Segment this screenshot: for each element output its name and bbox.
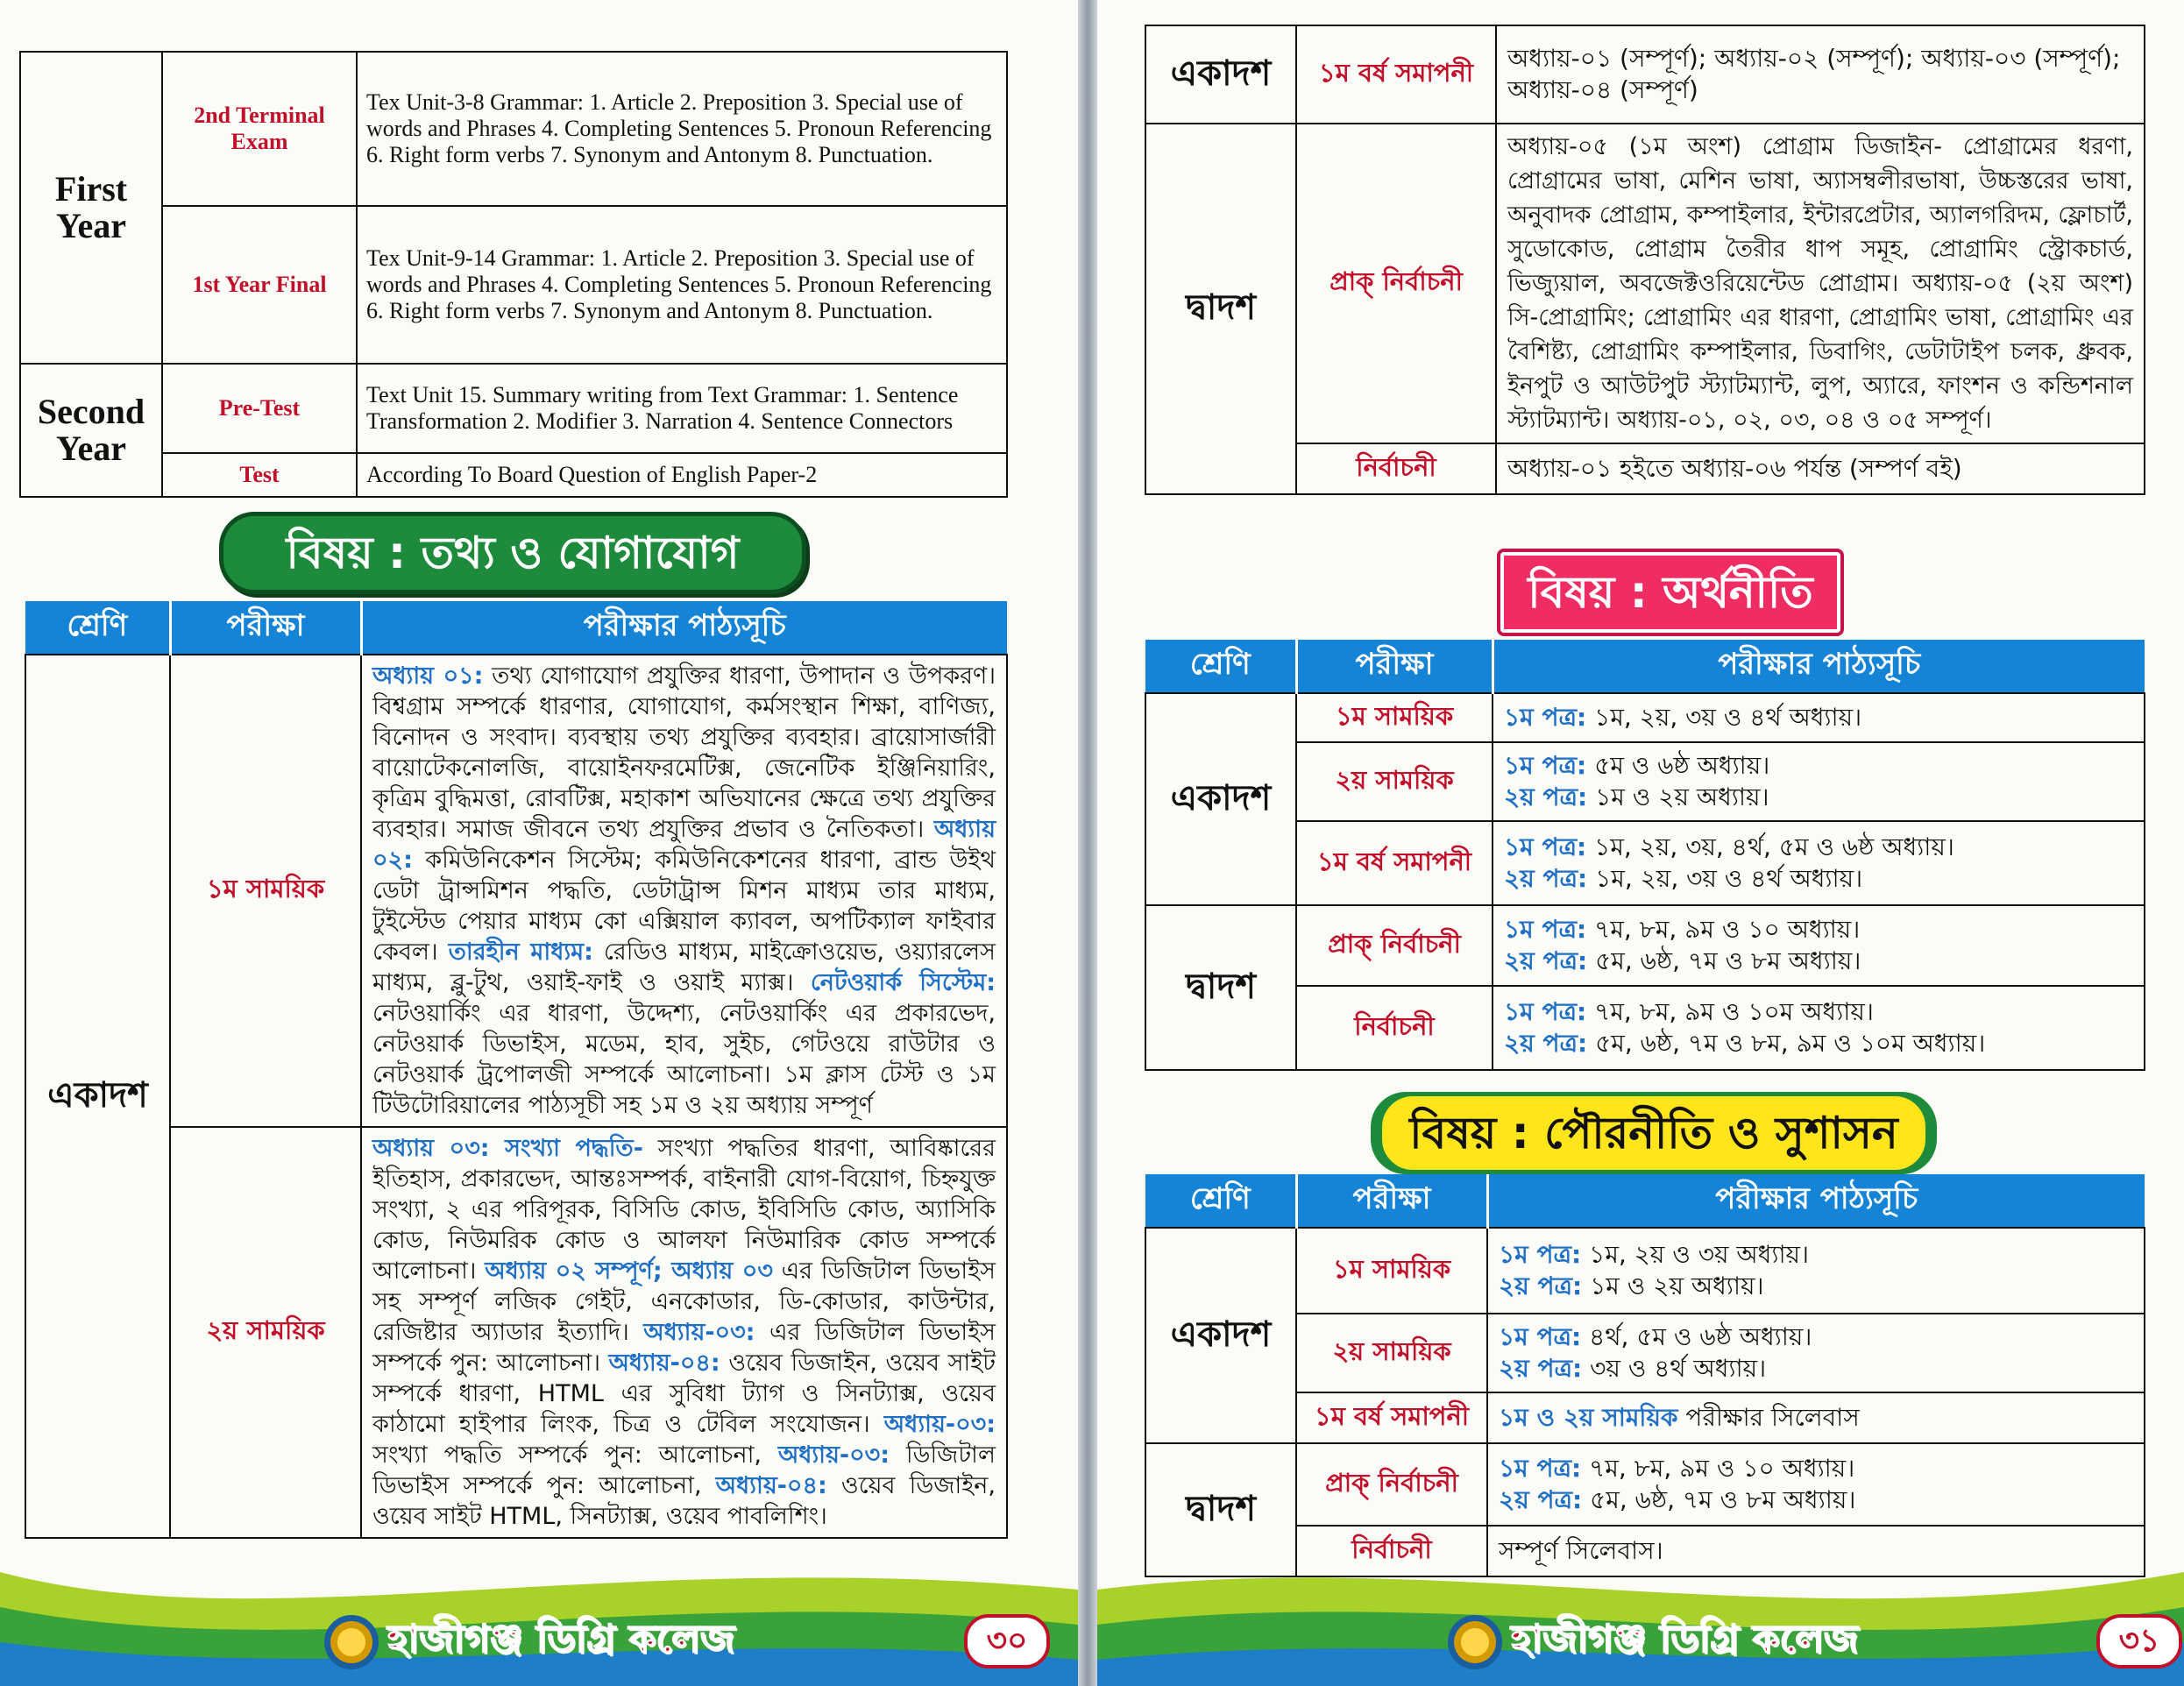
syllabus-cell: ১ম পত্র: ১ম, ২য় ও ৩য় অধ্যায়। ২য় পত্র: ১ম ও ২য় অধ্যায়। <box>1487 1228 2145 1314</box>
subject-title-economics: বিষয় : অর্থনীতি <box>1500 552 1840 633</box>
header-exam: পরীক্ষা <box>1296 1174 1487 1228</box>
english-syllabus-table <box>19 51 1008 498</box>
page-number: ৩১ <box>2096 1614 2182 1668</box>
exam-name: ২য় সাময়িক <box>1296 1314 1487 1392</box>
table-row <box>25 1127 1007 1538</box>
table-row <box>1145 693 2145 742</box>
exam-name: ১ম বর্ষ সমাপনী <box>1296 821 1493 905</box>
header-exam: পরীক্ষা <box>1296 640 1493 693</box>
year-second: Second Year <box>20 364 162 497</box>
syllabus-cell: ১ম পত্র: ৫ম ও ৬ষ্ঠ অধ্যায়। ২য় পত্র: ১ম ও ২য় অধ্যায়। <box>1493 742 2145 821</box>
header-syllabus: পরীক্ষার পাঠ্যসূচি <box>361 601 1007 655</box>
exam-name: নির্বাচনী <box>1296 1526 1487 1576</box>
class-cell: দ্বাদশ <box>1145 1443 1296 1576</box>
subject-title-ict: বিষয় : তথ্য ও যোগাযোগ <box>219 512 806 594</box>
header-class: শ্রেণি <box>25 601 170 655</box>
exam-name: ১ম সাময়িক <box>170 655 361 1127</box>
class-cell: একাদশ <box>1145 1228 1296 1443</box>
exam-name: ১ম বর্ষ সমাপনী <box>1296 25 1496 124</box>
exam-name: Test <box>162 453 357 497</box>
table-row <box>1145 905 2145 986</box>
syllabus-cell: ১ম ও ২য় সাময়িক পরীক্ষার সিলেবাস <box>1487 1392 2145 1443</box>
table-row <box>1145 25 2145 124</box>
left-page <box>0 0 1078 1686</box>
header-class: শ্রেণি <box>1145 640 1296 693</box>
exam-name: Pre-Test <box>162 364 357 453</box>
table-row <box>20 52 1007 206</box>
syllabus-cell: According To Board Question of English Paper-2 <box>357 453 1007 497</box>
book-spine <box>1078 0 1097 1686</box>
subject-title-civics: বিষয় : পৌরনীতি ও সুশাসন <box>1378 1092 1930 1174</box>
syllabus-cell: সম্পূর্ণ সিলেবাস। <box>1487 1526 2145 1576</box>
table-row <box>1145 1228 2145 1314</box>
college-logo-icon <box>324 1615 379 1669</box>
exam-name: 1st Year Final <box>162 206 357 364</box>
civics-syllabus-table <box>1145 1174 2145 1577</box>
table-row <box>1145 1443 2145 1526</box>
syllabus-cell: Tex Unit-3-8 Grammar: 1. Article 2. Preposition 3. Special use of words and Phrases 4. Completing Sentences 5. Pronoun Referencing 6. Right form verbs 7. Synonym and Antonym 8. Punctuation. <box>357 52 1007 206</box>
syllabus-cell: অধ্যায়-০১ হইতে অধ্যায়-০৬ পর্যন্ত (সম্পর্ণ বই) <box>1496 443 2145 494</box>
ict-syllabus-table <box>25 601 1008 1539</box>
exam-name: প্রাক্ নির্বাচনী <box>1296 124 1496 443</box>
syllabus-cell: ১ম পত্র: ৭ম, ৮ম, ৯ম ও ১০ অধ্যায়। ২য় পত্র: ৫ম, ৬ষ্ঠ, ৭ম ও ৮ম অধ্যায়। <box>1493 905 2145 986</box>
exam-name: প্রাক্ নির্বাচনী <box>1296 1443 1487 1526</box>
syllabus-cell: ১ম পত্র: ১ম, ২য়, ৩য় ও ৪র্থ অধ্যায়। <box>1493 693 2145 742</box>
footer <box>1448 1610 1858 1674</box>
table-row <box>20 364 1007 453</box>
exam-name: ১ম বর্ষ সমাপনী <box>1296 1392 1487 1443</box>
right-page <box>1097 0 2184 1686</box>
header-syllabus: পরীক্ষার পাঠ্যসূচি <box>1493 640 2145 693</box>
class-cell: দ্বাদশ <box>1145 905 1296 1070</box>
syllabus-cell: অধ্যায় ০১: তথ্য যোগাযোগ প্রযুক্তির ধারণা, উপাদান ও উপকরণ। বিশ্বগ্রাম সম্পর্কে ধারণার, যোগাযোগ, কর্মসংস্থান শিক্ষা, বাণিজ্য, বিনোদন ও সংবাদ। ব্যবস্থায় তথ্য প্রযুক্তির ব্যবহার। ব্রায়োসার্জারী বায়োটেকনোলজি, বায়োইনফরমেটিক্স, জেনেটিক ইঞ্জিনিয়ারিং, কৃত্রিম বুদ্ধিমত্তা, রোবটিক্স, মহাকাশ অভিযানের ক্ষেত্রে তথ্য প্রযুক্তির ব্যবহার। সমাজ জীবনে তথ্য প্রযুক্তির প্রভাব ও নৈতিকতা। অধ্যায় ০২: কমিউনিকেশন সিস্টেম; কমিউনিকেশনের ধারণা, ব্রান্ড উইথ ডেটা ট্রান্সমিশন পদ্ধতি, ডেটাট্রান্স মিশন মাধ্যম তার মাধ্যম, টুইস্টেড পেয়ার মাধ্যম কো এক্সিয়াল ক্যাবল, অপটিক্যাল ফাইবার কেবল। তারহীন মাধ্যম: রেডিও মাধ্যম, মাইক্রোওয়েভ, ওয়্যারলেস মাধ্যম, ব্লু-টুথ, ওয়াই-ফাই ও ওয়াই ম্যাক্স। নেটওয়ার্ক সিস্টেম: নেটওয়ার্কিং এর ধারণা, উদ্দেশ্য, নেটওয়ার্কিং এর প্রকারভেদ, নেটওয়ার্ক ডিভাইস, মডেম, হাব, সুইচ, গেটওয়ে রাউটার ও নেটওয়ার্ক ট্রপোলজী সম্পর্কে আলোচনা। ১ম ক্লাস টেস্ট ও ১ম টিউটোরিয়ালের পাঠ্যসূচী সহ ১ম ও ২য় অধ্যায় সম্পূর্ণ <box>361 655 1007 1127</box>
college-logo-icon <box>1448 1615 1502 1669</box>
syllabus-cell: ১ম পত্র: ১ম, ২য়, ৩য়, ৪র্থ, ৫ম ও ৬ষ্ঠ অধ্যায়। ২য় পত্র: ১ম, ২য়, ৩য় ও ৪র্থ অধ্যায়। <box>1493 821 2145 905</box>
header-syllabus: পরীক্ষার পাঠ্যসূচি <box>1487 1174 2145 1228</box>
table-row <box>20 206 1007 364</box>
syllabus-cell: অধ্যায়-০৫ (১ম অংশ) প্রোগ্রাম ডিজাইন- প্রোগ্রামের ধরণা, প্রোগ্রামের ভাষা, মেশিন ভাষা, অ্যাসম্বলীরভাষা, উচ্চস্তরের ভাষা, অনুবাদক প্রোগ্রাম, কম্পাইলার, ইন্টারপ্রেটার, অ্যালগরিদম, ফ্লোচার্ট, সুডোকোড, প্রোগ্রাম তৈরীর ধাপ সমূহ, প্রোগ্রামিং স্ট্রোকচার্ড, ভিজ্যুয়াল, অবজেক্টওরিয়েন্টেড প্রোগ্রাম। অধ্যায়-০৫ (২য় অংশ) সি-প্রোগ্রামিং; প্রোগ্রামিং এর ধারণা, প্রোগ্রামিং ভাষা, প্রোগ্রামিং এর বৈশিষ্ট্য, প্রোগ্রামিং কম্পাইলার, ডিবাগিং, ডেটাটাইপ চলক, ধ্রুবক, ইনপুট ও আউটপুট স্ট্যাটম্যান্ট, লুপ, অ্যারে, ফাংশন ও কন্ডিশনাল স্ট্যাটম্যান্ট। অধ্যায়-০১, ০২, ০৩, ০৪ ও ০৫ সম্পূর্ণ। <box>1496 124 2145 443</box>
header-exam: পরীক্ষা <box>170 601 361 655</box>
table-row <box>1145 124 2145 443</box>
economics-syllabus-table <box>1145 640 2145 1071</box>
table-row <box>20 453 1007 497</box>
exam-name: ২য় সাময়িক <box>1296 742 1493 821</box>
footer <box>324 1610 734 1674</box>
syllabus-cell: Tex Unit-9-14 Grammar: 1. Article 2. Preposition 3. Special use of words and Phrases 4. Completing Sentences 5. Pronoun Referencing 6. Right form verbs 7. Synonym and Antonym 8. Punctuation. <box>357 206 1007 364</box>
syllabus-cell: ১ম পত্র: ৭ম, ৮ম, ৯ম ও ১০ অধ্যায়। ২য় পত্র: ৫ম, ৬ষ্ঠ, ৭ম ও ৮ম অধ্যায়। <box>1487 1443 2145 1526</box>
exam-name: নির্বাচনী <box>1296 986 1493 1070</box>
header-class: শ্রেণি <box>1145 1174 1296 1228</box>
exam-name: নির্বাচনী <box>1296 443 1496 494</box>
table-row <box>25 655 1007 1127</box>
year-first: First Year <box>20 52 162 364</box>
exam-name: ২য় সাময়িক <box>170 1127 361 1538</box>
exam-name: প্রাক্ নির্বাচনী <box>1296 905 1493 986</box>
syllabus-cell: অধ্যায়-০১ (সম্পূর্ণ); অধ্যায়-০২ (সম্পূর্ণ); অধ্যায়-০৩ (সম্পূর্ণ); অধ্যায়-০৪ (সম্পূর্ণ) <box>1496 25 2145 124</box>
syllabus-cell: ১ম পত্র: ৪র্থ, ৫ম ও ৬ষ্ঠ অধ্যায়। ২য় পত্র: ৩য় ও ৪র্থ অধ্যায়। <box>1487 1314 2145 1392</box>
class-cell: দ্বাদশ <box>1145 124 1296 494</box>
college-name: হাজীগঞ্জ ডিগ্রি কলেজ <box>1511 1617 1859 1661</box>
ict-continued-table <box>1145 25 2145 495</box>
class-cell: একাদশ <box>1145 25 1296 124</box>
college-name: হাজীগঞ্জ ডিগ্রি কলেজ <box>387 1617 735 1661</box>
exam-name: ১ম সাময়িক <box>1296 693 1493 742</box>
syllabus-cell: অধ্যায় ০৩: সংখ্যা পদ্ধতি- সংখ্যা পদ্ধতির ধারণা, আবিষ্কারের ইতিহাস, প্রকারভেদ, আন্তঃসম্পর্ক, বাইনারী যোগ-বিয়োগ, চিহ্নযুক্ত সংখ্যা, ২ এর পরিপূরক, বিসিডি কোড, ইবিসিডি কোড, অ্যাসিকি কোড, নিউমরিক কোড ও আলফা নিউমারিক কোড সম্পর্কে আলোচনা। অধ্যায় ০২ সম্পূর্ণ; অধ্যায় ০৩ এর ডিজিটাল ডিভাইস সহ সম্পূর্ণ লজিক গেইট, এনকোডার, ডি-কোডার, কাউন্টার, রেজিষ্টার অ্যাডার ইত্যাদি। অধ্যায়-০৩: এর ডিজিটাল ডিভাইস সম্পর্কে পুন: আলোচনা। অধ্যায়-০৪: ওয়েব ডিজাইন, ওয়েব সাইট সম্পর্কে ধারণা, HTML এর সুবিধা ট্যাগ ও সিনট্যাক্স, ওয়েব কাঠামো হাইপার লিংক, চিত্র ও টেবিল সংযোজন। অধ্যায়-০৩: সংখ্যা পদ্ধতি সম্পর্কে পুন: আলোচনা, অধ্যায়-০৩: ডিজিটাল ডিভাইস সম্পর্কে পুন: আলোচনা, অধ্যায়-০৪: ওয়েব ডিজাইন, ওয়েব সাইট HTML, সিনট্যাক্স, ওয়েব পাবলিশিং। <box>361 1127 1007 1538</box>
syllabus-cell: Text Unit 15. Summary writing from Text Grammar: 1. Sentence Transformation 2. Modifier 3. Narration 4. Sentence Connectors <box>357 364 1007 453</box>
class-cell: একাদশ <box>25 655 170 1538</box>
exam-name: ১ম সাময়িক <box>1296 1228 1487 1314</box>
syllabus-cell: ১ম পত্র: ৭ম, ৮ম, ৯ম ও ১০ম অধ্যায়। ২য় পত্র: ৫ম, ৬ষ্ঠ, ৭ম ও ৮ম, ৯ম ও ১০ম অধ্যায়। <box>1493 986 2145 1070</box>
class-cell: একাদশ <box>1145 693 1296 905</box>
exam-name: 2nd Terminal Exam <box>162 52 357 206</box>
page-number: ৩০ <box>964 1614 1050 1668</box>
